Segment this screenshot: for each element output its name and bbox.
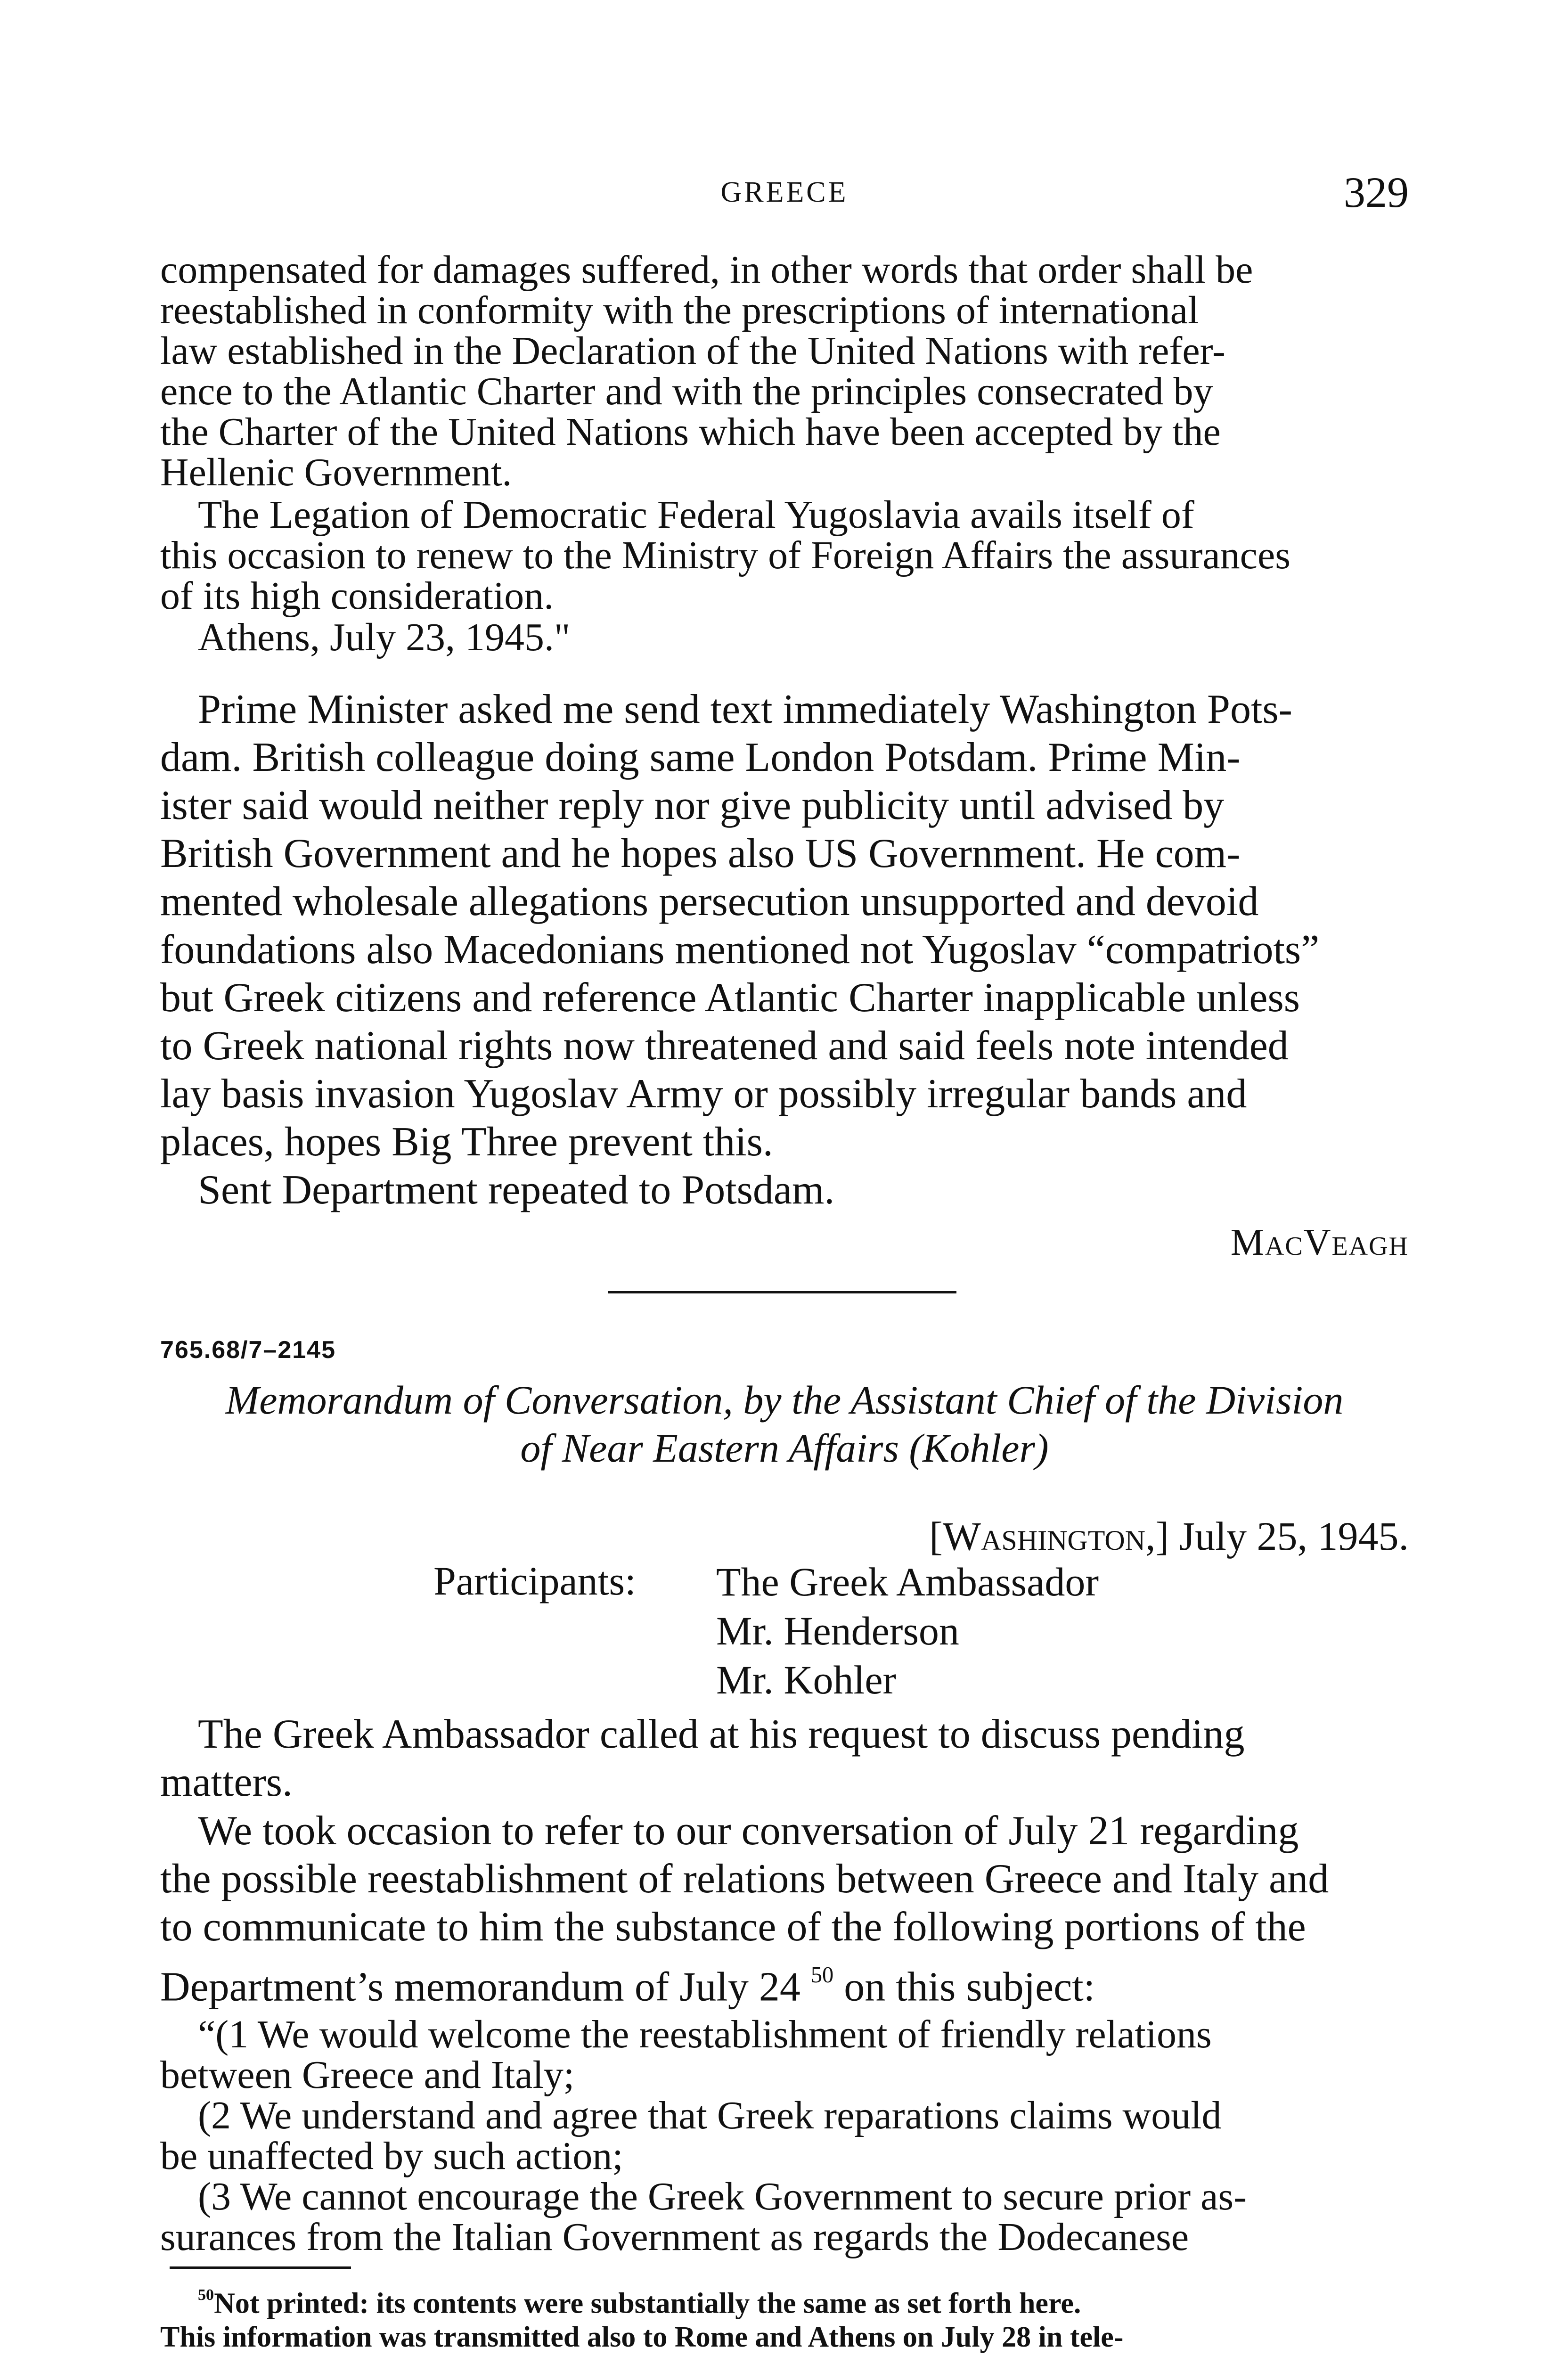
quoted-line: “(1 We would welcome the reestablishment of friendly relations [198, 2012, 1212, 2056]
text-line: to communicate to him the substance of the following portions of the [160, 1904, 1306, 1950]
dateline-place: Washington, [942, 1513, 1156, 1559]
footnote-line [160, 2278, 1409, 2320]
text-line: The Greek Ambassador called at his request to discuss pending [198, 1711, 1245, 1757]
text-line: ence to the Atlantic Charter and with the principles consecrated by [160, 369, 1213, 413]
participant: Mr. Henderson [716, 1608, 959, 1653]
text-line: but Greek citizens and reference Atlantic Charter inapplicable unless [160, 975, 1300, 1021]
dateline: [Washington,] July 25, 1945. [929, 1513, 1409, 1559]
text-line: foundations also Macedonians mentioned not Yugoslav “compatriots” [160, 927, 1320, 973]
running-title: GREECE [720, 176, 849, 208]
text-line: to Greek national rights now threatened and said feels note intended [160, 1023, 1289, 1069]
ambassador-paragraph [160, 1710, 1409, 1807]
text-line: this occasion to renew to the Ministry of Foreign Affairs the assurances [160, 533, 1290, 577]
file-number: 765.68/7–2145 [160, 1336, 336, 1364]
quoted-line: (2 We understand and agree that Greek reparations claims would [198, 2094, 1222, 2137]
footnote-ref: 50 [810, 1963, 834, 1988]
text-line: British Government and he hopes also US Government. He com- [160, 831, 1241, 876]
footnote-line [160, 2354, 1409, 2356]
text-line: Hellenic Government. [160, 450, 512, 494]
text-line: ister said would neither reply nor give publicity until advised by [160, 783, 1225, 828]
text-segment: on this subject: [844, 1964, 1095, 2010]
footnote-text: Not printed: its contents were substantially the same as set forth here. [214, 2287, 1081, 2320]
sent-line: Sent Department repeated to Potsdam. [198, 1167, 835, 1213]
text-line: compensated for damages suffered, in other words that order shall be [160, 248, 1253, 292]
memo-title-line: Memorandum of Conversation, by the Assistant Chief of the Division [225, 1377, 1344, 1423]
section-divider [608, 1291, 956, 1293]
text-line: lay basis invasion Yugoslav Army or possibly irregular bands and [160, 1071, 1247, 1117]
text-line: places, hopes Big Three prevent this. [160, 1119, 773, 1165]
participants-label: Participants: [433, 1558, 636, 1603]
text-segment: Department’s memorandum of July 24 [160, 1964, 800, 2010]
signature: MacVeagh [1230, 1222, 1409, 1263]
occasion-paragraph [160, 1807, 1409, 2012]
text-line: Prime Minister asked me send text immediately Washington Pots- [198, 687, 1292, 732]
participant: The Greek Ambassador [716, 1559, 1099, 1604]
text-line [160, 1951, 1409, 2012]
legation-paragraph [160, 495, 1409, 616]
text-line: We took occasion to refer to our conversation of July 21 regarding [198, 1808, 1299, 1854]
footnote-line: This information was transmitted also to Rome and Athens on July 28 in tele- [160, 2321, 1124, 2354]
text-line: matters. [160, 1759, 293, 1805]
quoted-line: (3 We cannot encourage the Greek Government to secure prior as- [198, 2175, 1247, 2218]
text-line: law established in the Declaration of the United Nations with refer- [160, 329, 1225, 373]
text-line: dam. British colleague doing same London Potsdam. Prime Min- [160, 735, 1241, 780]
text-line: the possible reestablishment of relations between Greece and Italy and [160, 1856, 1329, 1902]
athens-date-line: Athens, July 23, 1945." [198, 615, 571, 659]
memo-title-line: of Near Eastern Affairs (Kohler) [520, 1425, 1049, 1471]
footnote [160, 2278, 1409, 2356]
participant: Mr. Kohler [716, 1657, 897, 1702]
memo-title [160, 1376, 1409, 1472]
text-line: The Legation of Democratic Federal Yugoslavia avails itself of [198, 493, 1194, 537]
top-paragraph [160, 250, 1409, 493]
text-line: of its high consideration. [160, 574, 554, 618]
footnote-divider [170, 2266, 351, 2269]
page-header [160, 167, 1409, 219]
quoted-line: be unaffected by such action; [160, 2134, 623, 2178]
quoted-items [160, 2014, 1409, 2258]
text-line: the Charter of the United Nations which have been accepted by the [160, 410, 1221, 454]
page-number: 329 [1344, 168, 1409, 216]
dateline-date: July 25, 1945. [1179, 1513, 1409, 1559]
prime-minister-paragraph [160, 686, 1409, 1166]
quoted-line: between Greece and Italy; [160, 2053, 575, 2097]
text-line: mented wholesale allegations persecution unsupported and devoid [160, 879, 1259, 924]
footnote-marker: 50 [198, 2286, 214, 2304]
participants-list [716, 1557, 1099, 1704]
text-line: reestablished in conformity with the prescriptions of international [160, 288, 1199, 332]
quoted-line: surances from the Italian Government as regards the Dodecanese [160, 2215, 1189, 2259]
